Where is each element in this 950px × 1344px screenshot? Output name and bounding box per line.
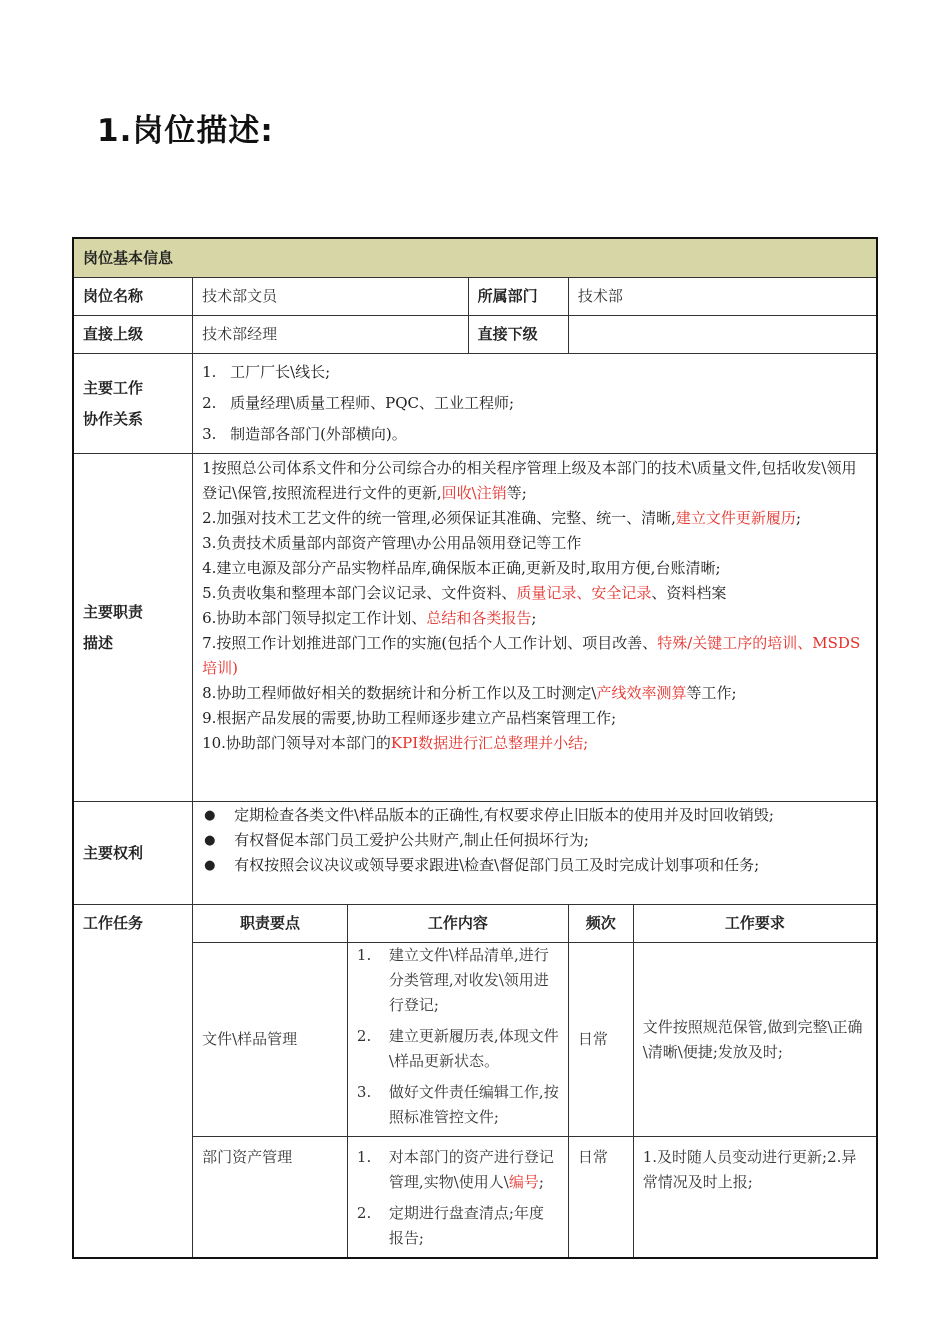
item-number: 2. [202,394,217,412]
bullet-icon: ● [204,833,216,848]
col-header-req: 工作要求 [633,905,877,943]
task-frequency: 日常 [568,1137,633,1259]
bullet-icon: ● [204,858,216,873]
label-superior: 直接上级 [73,316,193,354]
duty-item: 6.协助本部门领导拟定工作计划、总结和各类报告; [202,609,537,627]
item-text: 制造部各部门(外部横向)。 [230,425,407,443]
item-number: 3. [202,425,217,443]
highlight-text: 特殊/关键工序的培训、MSDS培训) [202,634,861,677]
list-item [202,853,867,878]
item-text: 定期检查各类文件\样品版本的正确性,有权要求停止旧版本的使用并及时回收销毁; [234,806,774,824]
cooperation-list [193,354,877,454]
list-item: 2. 定期进行盘查清点;年度报告; [356,1204,544,1247]
duty-item: 2.加强对技术工艺文件的统一管理,必须保证其准确、完整、统一、清晰,建立文件更新履历; [202,509,801,527]
duties-description [193,454,877,802]
highlight-text: 产线效率测算 [596,684,687,702]
value-department: 技术部 [568,278,877,316]
label-cooperation-line1: 主要工作 [83,378,144,397]
list-item [202,803,867,828]
item-text: 工厂厂长\线长; [230,363,331,381]
duty-item: 3.负责技术质量部内部资产管理\办公用品领用登记等工作 [202,534,582,552]
task-point: 部门资产管理 [193,1137,348,1259]
label-cooperation-line2: 协作关系 [83,409,144,428]
list-item [202,828,867,853]
label-duties [73,454,193,802]
list-item: 2. 建立更新履历表,体现文件\样品更新状态。 [356,1027,559,1070]
label-department: 所属部门 [468,278,568,316]
job-info-table [72,237,878,1259]
item-text: 质量经理\质量工程师、PQC、工业工程师; [230,394,515,412]
item-number: 1. [202,363,217,381]
label-tasks: 工作任务 [73,905,193,1259]
table-row [73,1137,877,1259]
table-header: 岗位基本信息 [73,238,877,278]
table-row [73,943,877,1137]
bullet-icon: ● [204,808,216,823]
highlight-text: 回收\注销 [441,484,507,502]
page-title: 1.岗位描述: [97,113,274,149]
item-text: 有权按照会议决议或领导要求跟进\检查\督促部门员工及时完成计划事项和任务; [234,856,760,874]
highlight-text: 建立文件更新履历 [675,509,796,527]
label-cooperation [73,354,193,454]
duty-item: 9.根据产品发展的需要,协助工程师逐步建立产品档案管理工作; [202,709,617,727]
list-item [202,357,867,388]
highlight-text: KPI数据进行汇总整理并小结; [390,734,589,752]
highlight-text: 质量记录、安全记录 [516,584,652,602]
list-item: 3. 做好文件责任编辑工作,按照标准管控文件; [356,1083,559,1126]
highlight-text: 编号 [508,1173,539,1191]
duty-item: 8.协助工程师做好相关的数据统计和分析工作以及工时测定\产线效率测算等工作; [202,684,737,702]
label-duties-line1: 主要职责 [83,602,144,621]
task-content [347,1137,568,1259]
task-requirement: 1.及时随人员变动进行更新;2.异常情况及时上报; [633,1137,877,1259]
col-header-content: 工作内容 [347,905,568,943]
rights-list [193,802,877,905]
label-subordinate: 直接下级 [468,316,568,354]
task-point: 文件\样品管理 [193,943,348,1137]
value-position-name: 技术部文员 [193,278,469,316]
duty-item: 5.负责收集和整理本部门会议记录、文件资料、质量记录、安全记录、资料档案 [202,584,727,602]
task-requirement: 文件按照规范保管,做到完整\正确\清晰\便捷;发放及时; [633,943,877,1137]
label-position-name: 岗位名称 [73,278,193,316]
col-header-point: 职责要点 [193,905,348,943]
duty-item: 1按照总公司体系文件和分公司综合办的相关程序管理上级及本部门的技术\质量文件,包括收发\领用登记\保管,按照流程进行文件的更新,回收\注销等; [202,459,857,502]
task-content [347,943,568,1137]
item-text: 有权督促本部门员工爱护公共财产,制止任何损坏行为; [234,831,589,849]
value-subordinate [568,316,877,354]
duty-item: 7.按照工作计划推进部门工作的实施(包括个人工作计划、项目改善、特殊/关键工序的培训、MSDS培训) [202,634,861,677]
label-duties-line2: 描述 [83,633,114,652]
list-item [202,388,867,419]
duty-item: 10.协助部门领导对本部门的KPI数据进行汇总整理并小结; [202,734,589,752]
label-rights: 主要权利 [73,802,193,905]
col-header-freq: 频次 [568,905,633,943]
list-item: 1. 对本部门的资产进行登记管理,实物\使用人\编号; [356,1148,554,1191]
task-frequency: 日常 [568,943,633,1137]
highlight-text: 总结和各类报告 [426,609,532,627]
duty-item: 4.建立电源及部分产品实物样品库,确保版本正确,更新及时,取用方便,台账清晰; [202,559,721,577]
list-item [202,419,867,450]
list-item: 1. 建立文件\样品清单,进行分类管理,对收发\领用进行登记; [356,946,549,1014]
value-superior: 技术部经理 [193,316,469,354]
